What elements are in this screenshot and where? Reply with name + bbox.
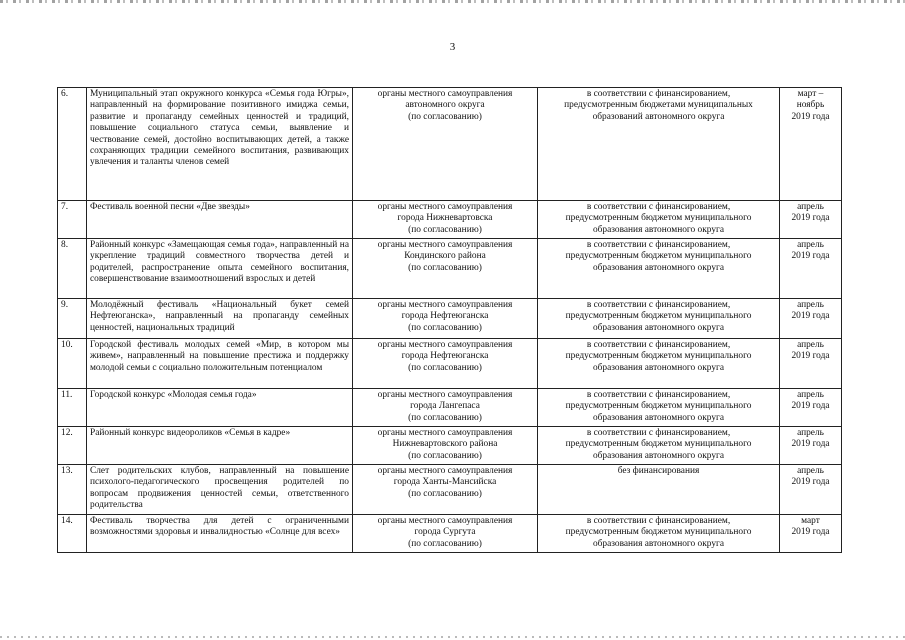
term-cell bbox=[780, 427, 842, 465]
financing-cell-text: в соответствии с финансированием, предусмотренным бюджетом муниципального образования автономного округа bbox=[565, 340, 752, 373]
table-row bbox=[58, 465, 842, 515]
organizer-cell-text: органы местного самоуправления города Нефтеюганска (по согласованию) bbox=[377, 300, 513, 333]
term-cell bbox=[780, 339, 842, 389]
financing-cell-text: в соответствии с финансированием, предусмотренным бюджетом муниципального образования автономного округа bbox=[565, 240, 752, 273]
row-number bbox=[58, 239, 87, 299]
term-cell bbox=[780, 465, 842, 515]
organizer-cell-text: органы местного самоуправления города Сургута (по согласованию) bbox=[377, 516, 513, 549]
organizer-cell bbox=[353, 201, 538, 239]
event-name-cell bbox=[87, 339, 353, 389]
financing-cell-text: в соответствии с финансированием, предусмотренным бюджетом муниципального образования автономного округа bbox=[565, 202, 752, 235]
event-name-cell-text: Городской конкурс «Молодая семья года» bbox=[90, 390, 257, 400]
row-number-text: 8. bbox=[61, 240, 69, 250]
term-cell bbox=[780, 239, 842, 299]
organizer-cell bbox=[353, 299, 538, 339]
organizer-cell bbox=[353, 339, 538, 389]
organizer-cell-text: органы местного самоуправления Нижневартовского района (по согласованию) bbox=[377, 428, 513, 461]
term-cell bbox=[780, 299, 842, 339]
row-number bbox=[58, 389, 87, 427]
event-name-cell-text: Молодёжный фестиваль «Национальный букет семей Нефтеюганска», направленный на пропаганду семейных ценностей, национальных традиций bbox=[90, 300, 349, 333]
financing-cell bbox=[538, 339, 780, 389]
term-cell-text: апрель 2019 года bbox=[791, 390, 830, 412]
event-name-cell-text: Фестиваль военной песни «Две звезды» bbox=[90, 202, 250, 212]
organizer-cell bbox=[353, 239, 538, 299]
row-number-text: 12. bbox=[61, 428, 73, 438]
organizer-cell-text: органы местного самоуправления автономного округа (по согласованию) bbox=[377, 89, 513, 122]
financing-cell bbox=[538, 427, 780, 465]
event-name-cell-text: Районный конкурс видеороликов «Семья в кадре» bbox=[90, 428, 291, 438]
organizer-cell bbox=[353, 427, 538, 465]
table-row bbox=[58, 239, 842, 299]
term-cell-text: апрель 2019 года bbox=[791, 340, 830, 362]
financing-cell bbox=[538, 201, 780, 239]
scan-edge-bottom bbox=[0, 636, 905, 638]
row-number bbox=[58, 339, 87, 389]
event-name-cell bbox=[87, 299, 353, 339]
page-number: 3 bbox=[449, 41, 456, 53]
term-cell bbox=[780, 389, 842, 427]
row-number-text: 9. bbox=[61, 300, 69, 310]
event-name-cell-text: Фестиваль творчества для детей с ограниченными возможностями здоровья и инвалидностью «Солнце для всех» bbox=[90, 516, 349, 538]
event-name-cell bbox=[87, 239, 353, 299]
financing-cell-text: без финансирования bbox=[617, 466, 700, 476]
event-name-cell-text: Районный конкурс «Замещающая семья года», направленный на укрепление традиций совместного творчества детей и родителей, распространение опыта семейного воспитания, совершенствование взаимоотношений взрослых и детей bbox=[90, 240, 349, 285]
event-name-cell-text: Слет родительских клубов, направленный на повышение психолого-педагогического просвещения родителей по вопросам продвижения ценностей семьи, ответственного родительства bbox=[90, 466, 349, 511]
table-row bbox=[58, 389, 842, 427]
event-name-cell-text: Городской фестиваль молодых семей «Мир, в котором мы живем», направленный на повышение престижа и поддержку молодой семьи с социально положительным потенциалом bbox=[90, 340, 349, 373]
row-number-text: 10. bbox=[61, 340, 73, 350]
financing-cell-text: в соответствии с финансированием, предусмотренным бюджетом муниципального образования автономного округа bbox=[565, 300, 752, 333]
organizer-cell-text: органы местного самоуправления города Лангепаса (по согласованию) bbox=[377, 390, 513, 423]
row-number bbox=[58, 88, 87, 201]
table-row bbox=[58, 88, 842, 201]
organizer-cell-text: органы местного самоуправления города Нижневартовска (по согласованию) bbox=[377, 202, 513, 235]
term-cell-text: апрель 2019 года bbox=[791, 428, 830, 450]
financing-cell bbox=[538, 465, 780, 515]
row-number bbox=[58, 201, 87, 239]
term-cell-text: март 2019 года bbox=[791, 516, 830, 538]
financing-cell-text: в соответствии с финансированием, предусмотренным бюджетом муниципального образования автономного округа bbox=[565, 428, 752, 461]
financing-cell bbox=[538, 515, 780, 553]
table-row bbox=[58, 339, 842, 389]
term-cell bbox=[780, 88, 842, 201]
financing-cell bbox=[538, 299, 780, 339]
row-number bbox=[58, 515, 87, 553]
term-cell bbox=[780, 201, 842, 239]
table-row bbox=[58, 299, 842, 339]
row-number-text: 13. bbox=[61, 466, 73, 476]
organizer-cell bbox=[353, 88, 538, 201]
term-cell-text: апрель 2019 года bbox=[791, 240, 830, 262]
organizer-cell-text: органы местного самоуправления города Ханты-Мансийска (по согласованию) bbox=[377, 466, 513, 499]
term-cell-text: апрель 2019 года bbox=[791, 466, 830, 488]
term-cell-text: апрель 2019 года bbox=[791, 300, 830, 322]
event-name-cell bbox=[87, 427, 353, 465]
row-number-text: 6. bbox=[61, 89, 69, 99]
scan-edge-top bbox=[0, 0, 905, 3]
financing-cell-text: в соответствии с финансированием, предусмотренным бюджетами муниципальных образований автономного округа bbox=[564, 89, 753, 122]
events-table bbox=[57, 87, 842, 553]
financing-cell bbox=[538, 239, 780, 299]
row-number-text: 7. bbox=[61, 202, 69, 212]
event-name-cell bbox=[87, 88, 353, 201]
organizer-cell-text: органы местного самоуправления Кондинского района (по согласованию) bbox=[377, 240, 513, 273]
row-number bbox=[58, 427, 87, 465]
financing-cell-text: в соответствии с финансированием, предусмотренным бюджетом муниципального образования автономного округа bbox=[565, 390, 752, 423]
row-number-text: 14. bbox=[61, 516, 73, 526]
event-name-cell bbox=[87, 465, 353, 515]
table-row bbox=[58, 427, 842, 465]
term-cell-text: март – ноябрь 2019 года bbox=[791, 89, 830, 122]
organizer-cell bbox=[353, 465, 538, 515]
event-name-cell-text: Муниципальный этап окружного конкурса «Семья года Югры», направленный на формирование позитивного имиджа семьи, развитие и пропаганду семейных ценностей и традиций, повышение социального статуса семьи, выявление и чествование семей, достойно воспитывающих детей, а также сохраняющих традиции семейного воспитания, развивающих увлечения и таланты членов семей bbox=[90, 89, 349, 168]
term-cell-text: апрель 2019 года bbox=[791, 202, 830, 224]
row-number bbox=[58, 465, 87, 515]
organizer-cell bbox=[353, 515, 538, 553]
financing-cell-text: в соответствии с финансированием, предусмотренным бюджетом муниципального образования автономного округа bbox=[565, 516, 752, 549]
table-row bbox=[58, 201, 842, 239]
event-name-cell bbox=[87, 389, 353, 427]
financing-cell bbox=[538, 88, 780, 201]
term-cell bbox=[780, 515, 842, 553]
table-row bbox=[58, 515, 842, 553]
event-name-cell bbox=[87, 201, 353, 239]
events-table-body bbox=[58, 88, 842, 553]
organizer-cell bbox=[353, 389, 538, 427]
organizer-cell-text: органы местного самоуправления города Нефтеюганска (по согласованию) bbox=[377, 340, 513, 373]
row-number bbox=[58, 299, 87, 339]
row-number-text: 11. bbox=[61, 390, 73, 400]
financing-cell bbox=[538, 389, 780, 427]
event-name-cell bbox=[87, 515, 353, 553]
